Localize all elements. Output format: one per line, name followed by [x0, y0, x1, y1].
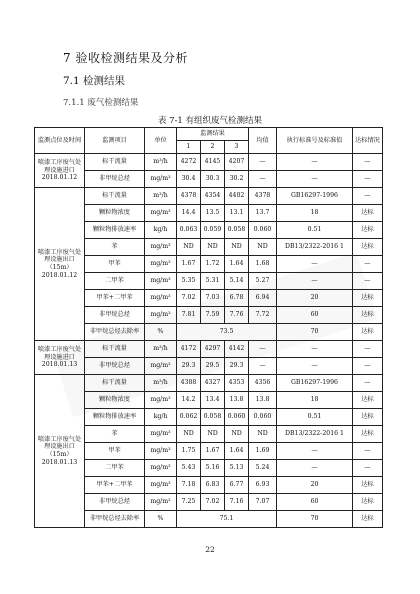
- result-2-cell: 6.83: [201, 477, 225, 494]
- table-row: [35, 222, 383, 239]
- item-cell: 非甲烷总烃: [85, 171, 145, 188]
- compliance-cell: 达标: [353, 205, 383, 222]
- item-cell: 颗粒物排放速率: [85, 409, 145, 426]
- result-2-cell: 5.31: [201, 273, 225, 290]
- standard-cell: —: [277, 154, 353, 171]
- average-cell: ND: [249, 239, 277, 256]
- item-cell: 标干流量: [85, 341, 145, 358]
- table-row: [35, 188, 383, 205]
- average-cell: 6.94: [249, 290, 277, 307]
- compliance-cell: 达标: [353, 426, 383, 443]
- unit-cell: m³/h: [145, 154, 177, 171]
- average-cell: 7.07: [249, 494, 277, 511]
- compliance-cell: 达标: [353, 324, 383, 341]
- compliance-cell: 达标: [353, 511, 383, 528]
- result-1-cell: 0.062: [177, 409, 201, 426]
- result-3-cell: 13.8: [225, 392, 249, 409]
- standard-cell: DB13/2322-2016 1: [277, 239, 353, 256]
- item-cell: 颗粒物排放速率: [85, 222, 145, 239]
- header-results: 监测结果: [177, 128, 249, 141]
- result-3-cell: 0.058: [225, 222, 249, 239]
- result-1-cell: 29.3: [177, 358, 201, 375]
- table-row: [35, 511, 383, 528]
- unit-cell: mg/m³: [145, 239, 177, 256]
- standard-cell: —: [277, 443, 353, 460]
- average-cell: —: [249, 341, 277, 358]
- compliance-cell: —: [353, 273, 383, 290]
- result-3-cell: 7.76: [225, 307, 249, 324]
- unit-cell: mg/m³: [145, 392, 177, 409]
- average-cell: 4378: [249, 188, 277, 205]
- item-cell: 甲苯: [85, 443, 145, 460]
- item-cell: 非甲烷总烃: [85, 494, 145, 511]
- table-body: [35, 154, 383, 528]
- standard-cell: 70: [277, 324, 353, 341]
- table-row: [35, 341, 383, 358]
- standard-cell: —: [277, 341, 353, 358]
- result-2-cell: ND: [201, 426, 225, 443]
- standard-cell: 18: [277, 392, 353, 409]
- unit-cell: mg/m³: [145, 205, 177, 222]
- item-cell: 甲苯+二甲苯: [85, 290, 145, 307]
- result-1-cell: 7.18: [177, 477, 201, 494]
- average-cell: —: [249, 154, 277, 171]
- average-cell: 13.7: [249, 205, 277, 222]
- table-row: [35, 443, 383, 460]
- item-cell: 非甲烷总烃: [85, 307, 145, 324]
- result-1-cell: ND: [177, 426, 201, 443]
- result-1-cell: 14.2: [177, 392, 201, 409]
- table-row: [35, 392, 383, 409]
- standard-cell: —: [277, 256, 353, 273]
- result-2-cell: 4145: [201, 154, 225, 171]
- item-cell: 非甲烷总烃: [85, 358, 145, 375]
- compliance-cell: 达标: [353, 494, 383, 511]
- result-2-cell: 4327: [201, 375, 225, 392]
- subsubsection-heading: 7.1.1 废气检测结果: [63, 98, 139, 108]
- result-2-cell: 1.67: [201, 443, 225, 460]
- item-cell: 标干流量: [85, 188, 145, 205]
- item-cell: 颗粒物浓度: [85, 205, 145, 222]
- table-row: [35, 273, 383, 290]
- result-2-cell: 7.59: [201, 307, 225, 324]
- result-1-cell: 4172: [177, 341, 201, 358]
- unit-cell: kg/h: [145, 222, 177, 239]
- result-3-cell: 30.2: [225, 171, 249, 188]
- header-average: 均值: [249, 128, 277, 154]
- result-3-cell: 5.14: [225, 273, 249, 290]
- table-row: [35, 477, 383, 494]
- result-3-cell: 4142: [225, 341, 249, 358]
- compliance-cell: 达标: [353, 409, 383, 426]
- compliance-cell: 达标: [353, 222, 383, 239]
- standard-cell: —: [277, 460, 353, 477]
- result-3-cell: 4402: [225, 188, 249, 205]
- result-2-cell: 4297: [201, 341, 225, 358]
- header-unit: 单位: [145, 128, 177, 154]
- average-cell: 13.8: [249, 392, 277, 409]
- page-number: 22: [205, 545, 215, 554]
- average-cell: 5.24: [249, 460, 277, 477]
- standard-cell: 0.51: [277, 222, 353, 239]
- unit-cell: mg/m³: [145, 358, 177, 375]
- result-2-cell: 7.03: [201, 290, 225, 307]
- result-2-cell: 30.3: [201, 171, 225, 188]
- result-3-cell: ND: [225, 426, 249, 443]
- header-standard: 执行标准号及标准值: [277, 128, 353, 154]
- average-cell: —: [249, 358, 277, 375]
- compliance-cell: —: [353, 188, 383, 205]
- table-row: [35, 358, 383, 375]
- item-cell: 苯: [85, 426, 145, 443]
- result-3-cell: 5.13: [225, 460, 249, 477]
- item-cell: 非甲烷总烃去除率: [85, 324, 145, 341]
- average-cell: 0.060: [249, 409, 277, 426]
- compliance-cell: 达标: [353, 239, 383, 256]
- result-3-cell: 1.64: [225, 443, 249, 460]
- result-1-cell: 5.35: [177, 273, 201, 290]
- item-cell: 二甲苯: [85, 460, 145, 477]
- table-row: [35, 205, 383, 222]
- result-2-cell: 4354: [201, 188, 225, 205]
- item-cell: 标干流量: [85, 154, 145, 171]
- result-1-cell: 5.43: [177, 460, 201, 477]
- standard-cell: GB16297-1996: [277, 188, 353, 205]
- unit-cell: mg/m³: [145, 307, 177, 324]
- unit-cell: mg/m³: [145, 290, 177, 307]
- average-cell: 1.68: [249, 256, 277, 273]
- standard-cell: 60: [277, 307, 353, 324]
- unit-cell: mg/m³: [145, 426, 177, 443]
- result-3-cell: 6.77: [225, 477, 249, 494]
- removal-rate-cell: 75.1: [177, 511, 277, 528]
- result-3-cell: 29.3: [225, 358, 249, 375]
- result-2-cell: 7.02: [201, 494, 225, 511]
- result-1-cell: 7.25: [177, 494, 201, 511]
- result-3-cell: 1.64: [225, 256, 249, 273]
- result-2-cell: 29.5: [201, 358, 225, 375]
- compliance-cell: —: [353, 375, 383, 392]
- table-row: [35, 409, 383, 426]
- result-1-cell: 1.67: [177, 256, 201, 273]
- table-row: [35, 426, 383, 443]
- standard-cell: 18: [277, 205, 353, 222]
- table-row: [35, 375, 383, 392]
- header-item: 监测项目: [85, 128, 145, 154]
- item-cell: 苯: [85, 239, 145, 256]
- result-3-cell: 4207: [225, 154, 249, 171]
- item-cell: 标干流量: [85, 375, 145, 392]
- standard-cell: —: [277, 358, 353, 375]
- result-1-cell: 1.75: [177, 443, 201, 460]
- result-3-cell: ND: [225, 239, 249, 256]
- result-2-cell: ND: [201, 239, 225, 256]
- unit-cell: mg/m³: [145, 273, 177, 290]
- result-3-cell: 4353: [225, 375, 249, 392]
- result-1-cell: 7.02: [177, 290, 201, 307]
- unit-cell: %: [145, 511, 177, 528]
- average-cell: 5.27: [249, 273, 277, 290]
- standard-cell: 20: [277, 477, 353, 494]
- compliance-cell: —: [353, 154, 383, 171]
- result-2-cell: 0.059: [201, 222, 225, 239]
- standard-cell: —: [277, 273, 353, 290]
- result-1-cell: 0.063: [177, 222, 201, 239]
- unit-cell: mg/m³: [145, 494, 177, 511]
- table-row: [35, 494, 383, 511]
- average-cell: —: [249, 171, 277, 188]
- average-cell: 4356: [249, 375, 277, 392]
- unit-cell: mg/m³: [145, 460, 177, 477]
- table-row: [35, 307, 383, 324]
- result-2-cell: 1.72: [201, 256, 225, 273]
- unit-cell: mg/m³: [145, 477, 177, 494]
- monitoring-point-cell: 喷漆工序废气处理设施进口2018.01.12: [35, 154, 85, 188]
- standard-cell: GB16297-1996: [277, 375, 353, 392]
- average-cell: ND: [249, 426, 277, 443]
- monitoring-point-cell: 喷漆工序废气处理设施出口（15m）2018.01.13: [35, 375, 85, 528]
- result-1-cell: 4272: [177, 154, 201, 171]
- subsection-heading: 7.1 检测结果: [63, 75, 126, 87]
- result-1-cell: 4388: [177, 375, 201, 392]
- table-caption: 表 7-1 有组织废气检测结果: [157, 116, 263, 126]
- result-3-cell: 6.78: [225, 290, 249, 307]
- compliance-cell: —: [353, 256, 383, 273]
- result-2-cell: 13.4: [201, 392, 225, 409]
- table-row: [35, 171, 383, 188]
- standard-cell: DB13/2322-2016 1: [277, 426, 353, 443]
- standard-cell: 0.51: [277, 409, 353, 426]
- compliance-cell: 达标: [353, 477, 383, 494]
- result-1-cell: ND: [177, 239, 201, 256]
- item-cell: 甲苯: [85, 256, 145, 273]
- unit-cell: m³/h: [145, 341, 177, 358]
- item-cell: 非甲烷总烃去除率: [85, 511, 145, 528]
- section-heading: 7 验收检测结果及分析: [63, 51, 188, 65]
- unit-cell: kg/h: [145, 409, 177, 426]
- result-2-cell: 0.058: [201, 409, 225, 426]
- compliance-cell: —: [353, 171, 383, 188]
- result-3-cell: 0.060: [225, 409, 249, 426]
- average-cell: 1.69: [249, 443, 277, 460]
- unit-cell: mg/m³: [145, 171, 177, 188]
- standard-cell: 20: [277, 290, 353, 307]
- compliance-cell: —: [353, 358, 383, 375]
- result-1-cell: 14.4: [177, 205, 201, 222]
- compliance-cell: —: [353, 443, 383, 460]
- result-2-cell: 13.5: [201, 205, 225, 222]
- average-cell: 6.93: [249, 477, 277, 494]
- unit-cell: mg/m³: [145, 256, 177, 273]
- compliance-cell: 达标: [353, 290, 383, 307]
- result-1-cell: 4378: [177, 188, 201, 205]
- result-2-cell: 5.16: [201, 460, 225, 477]
- table-row: [35, 460, 383, 477]
- header-result-3: 3: [225, 141, 249, 154]
- monitoring-point-cell: 喷漆工序废气处理设施进口2018.01.13: [35, 341, 85, 375]
- exhaust-gas-results-table: [34, 127, 383, 528]
- compliance-cell: —: [353, 341, 383, 358]
- standard-cell: 60: [277, 494, 353, 511]
- standard-cell: —: [277, 171, 353, 188]
- monitoring-point-cell: 喷漆工序废气处理设施出口（15m）2018.01.12: [35, 188, 85, 341]
- table-row: [35, 290, 383, 307]
- header-result-1: 1: [177, 141, 201, 154]
- compliance-cell: —: [353, 460, 383, 477]
- table-row: [35, 154, 383, 171]
- result-1-cell: 30.4: [177, 171, 201, 188]
- unit-cell: mg/m³: [145, 443, 177, 460]
- table-row: [35, 256, 383, 273]
- header-compliance: 达标情况: [353, 128, 383, 154]
- average-cell: 0.060: [249, 222, 277, 239]
- unit-cell: %: [145, 324, 177, 341]
- table-row: [35, 239, 383, 256]
- item-cell: 甲苯+二甲苯: [85, 477, 145, 494]
- compliance-cell: 达标: [353, 392, 383, 409]
- header-point: 监测点位及时间: [35, 128, 85, 154]
- average-cell: 7.72: [249, 307, 277, 324]
- header-result-2: 2: [201, 141, 225, 154]
- result-3-cell: 7.16: [225, 494, 249, 511]
- result-3-cell: 13.1: [225, 205, 249, 222]
- item-cell: 二甲苯: [85, 273, 145, 290]
- unit-cell: m³/h: [145, 188, 177, 205]
- standard-cell: 70: [277, 511, 353, 528]
- compliance-cell: 达标: [353, 307, 383, 324]
- removal-rate-cell: 73.5: [177, 324, 277, 341]
- result-1-cell: 7.81: [177, 307, 201, 324]
- table-row: [35, 324, 383, 341]
- item-cell: 颗粒物浓度: [85, 392, 145, 409]
- unit-cell: m³/h: [145, 375, 177, 392]
